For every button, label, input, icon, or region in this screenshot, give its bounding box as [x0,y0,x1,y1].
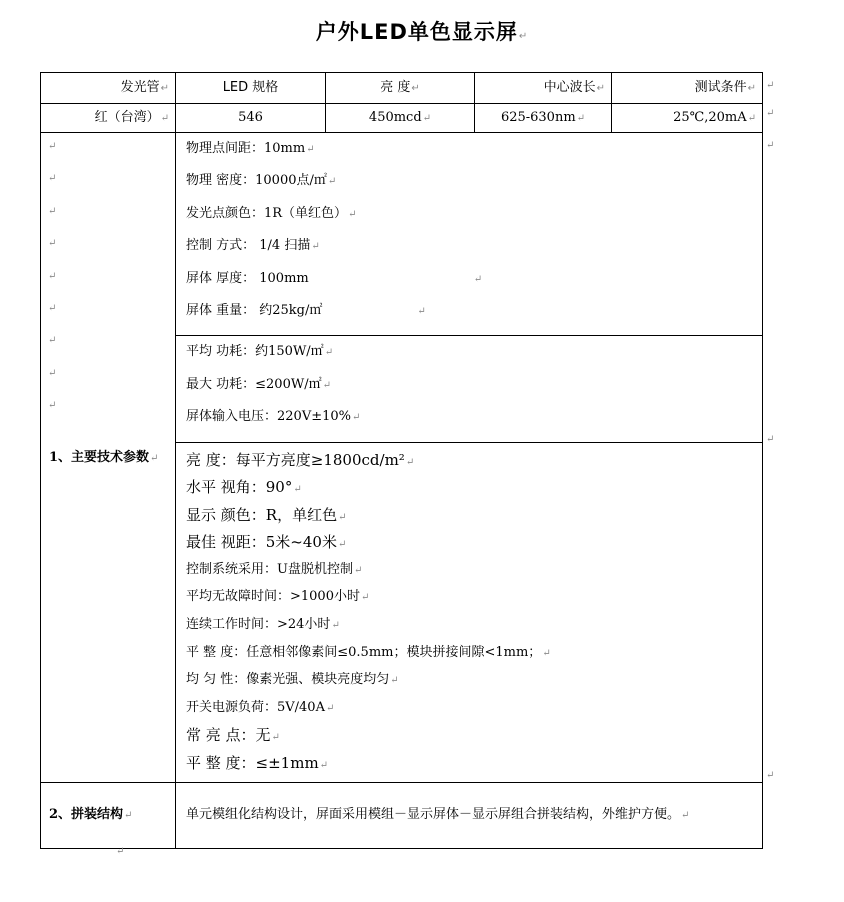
spec-line: 均 匀 性：像素光强、模块亮度均匀↵ [186,672,399,688]
value-cell: 625-630nm↵ [475,104,612,133]
spec-table [40,72,763,849]
spec-line: 水平 视角：90°↵ [186,478,302,497]
row-end-mark: ↵ [766,140,775,151]
document-title: 户外LED单色显示屏↵ [315,20,529,44]
section1-row-a [41,133,763,336]
spec-line: 常 亮 点：无↵ [186,726,280,745]
header-cell: LED 规格 [176,73,326,104]
spec-line: 物理点间距：10mm↵ [186,141,315,156]
row-end-mark: ↵ [766,770,775,781]
spec-line: 平 整 度：≤±1mm↵ [186,754,329,773]
value-cell: 546 [176,104,326,133]
row-end-mark: ↵ [766,434,775,445]
spec-line: 显示 颜色：R，单红色↵ [186,505,347,524]
section2-text-cell: 单元模组化结构设计，屏面采用模组－显示屏体－显示屏组合拼装结构，外维护方便。↵ [176,782,763,848]
value-cell: 红（台湾）↵ [41,104,176,133]
spec-line: 平 整 度：任意相邻像素间≤0.5mm；模块拼接间隙<1mm；↵ [186,644,551,660]
paragraph-mark-icon: ↵ [518,31,529,42]
row-end-mark: ↵ [766,80,775,91]
spec-line: 最大 功耗：≤200W/㎡↵ [186,376,331,392]
spec-line: 发光点颜色：1R（单红色）↵ [186,205,357,221]
header-cell: 亮 度↵ [326,73,475,104]
value-cell: 25℃,20mA↵ [612,104,763,133]
spec-line: 开关电源负荷：5V/40A↵ [186,699,335,715]
left-marks: ↵ ↵ ↵ ↵ ↵ ↵ ↵ ↵ ↵ [48,141,57,412]
spec-line: 屏体输入电压：220V±10%↵ [186,409,361,425]
spec-line: 物理 密度：10000点/㎡↵ [186,173,337,189]
spec-line: 连续工作时间：>24小时↵ [186,617,340,633]
header-cell: 发光管↵ [41,73,176,104]
spec-group-3 [176,442,763,782]
spec-line: 最佳 视距：5米~40米↵ [186,533,347,552]
section1-label-cell: ↵ ↵ ↵ ↵ ↵ ↵ ↵ ↵ ↵ 1、主要技术参数↵ [41,133,176,783]
section2-label: 2、拼装结构 [49,807,124,823]
spec-line: 控制 方式： 1/4 扫描↵ [186,238,320,254]
spec-line: 控制系统采用：U盘脱机控制↵ [186,561,363,577]
spec-group-2 [176,336,763,442]
spec-line: 平均 功耗：约150W/㎡↵ [186,344,334,360]
row-end-mark: ↵ [766,108,775,119]
spec-line: 屏体 重量： 约25kg/㎡ ↵ [186,302,426,318]
section2-row [41,782,763,848]
section2-text: 单元模组化结构设计，屏面采用模组－显示屏体－显示屏组合拼装结构，外维护方便。 [186,807,681,823]
spec-line: 平均无故障时间：>1000小时↵ [186,589,370,605]
value-cell: 450mcd↵ [326,104,475,133]
section2-label-cell: 2、拼装结构↵ [41,782,176,848]
value-row [41,104,763,133]
paragraph-mark-icon: ↵ [116,846,125,857]
spec-group-1 [176,133,763,336]
section1-label: 1、主要技术参数 [49,449,150,465]
header-cell: 测试条件↵ [612,73,763,104]
spec-line: 亮 度：每平方亮度≥1800cd/m²↵ [186,450,415,469]
header-cell: 中心波长↵ [475,73,612,104]
header-row [41,73,763,104]
spec-line: 屏体 厚度： 100mm ↵ [186,270,483,286]
